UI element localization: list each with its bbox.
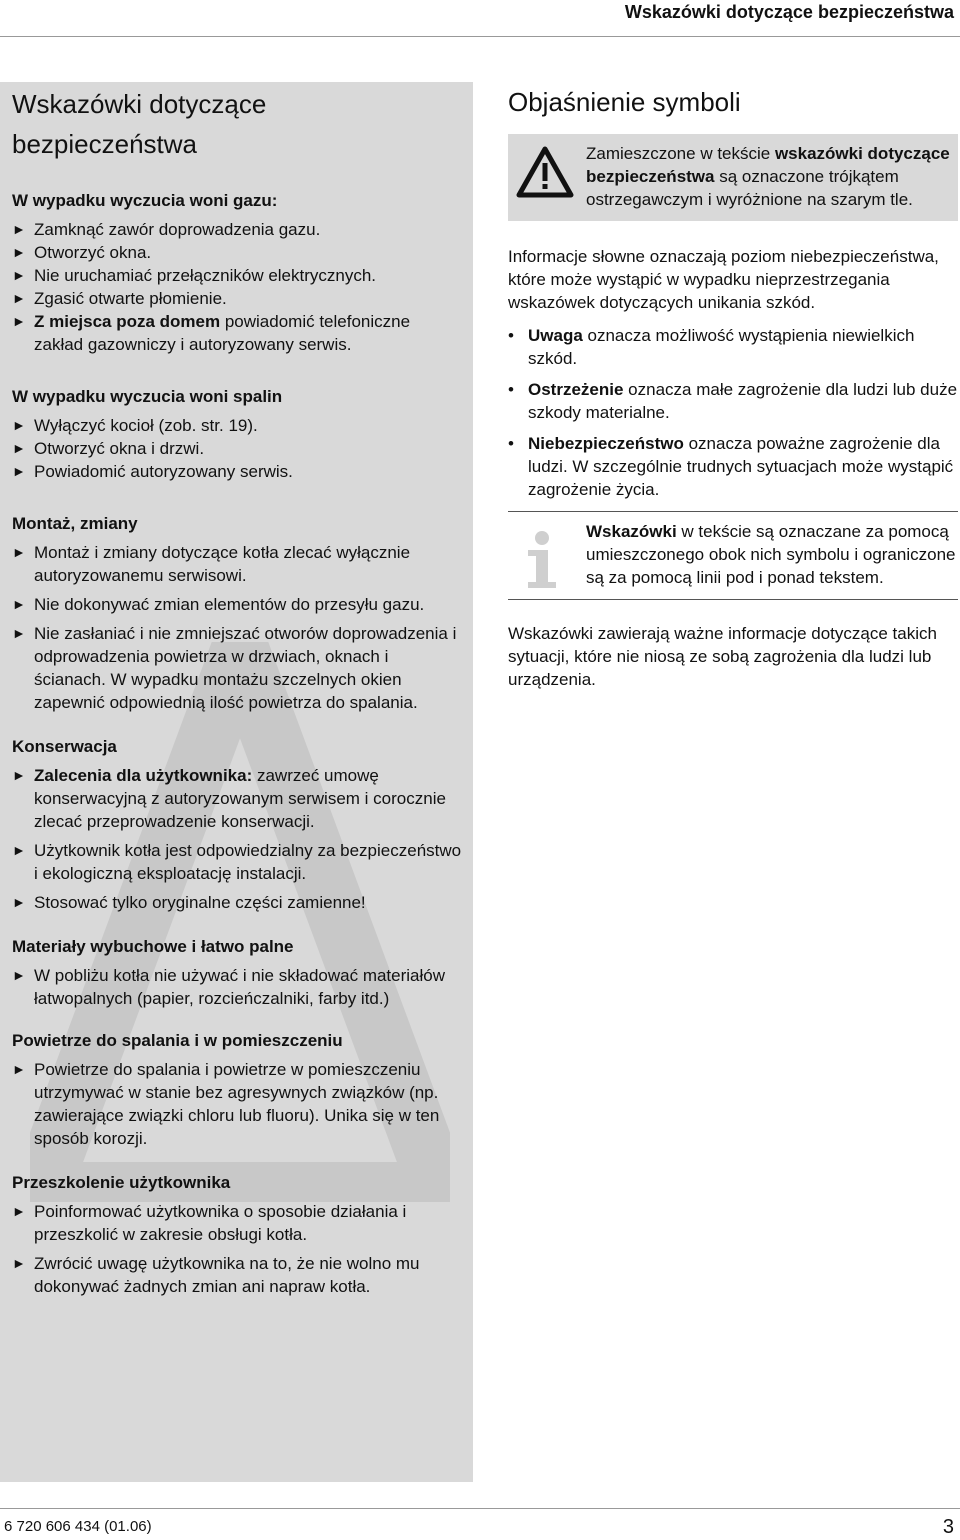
arrow-icon: ► xyxy=(12,967,26,983)
gas-list xyxy=(12,218,462,356)
section-heading-maintenance: Konserwacja xyxy=(12,737,117,756)
warning-note-box: Zamieszczone w tekście wskazówki dotyczące bezpieczeństwa są oznaczone trójkątem ostrzegawczym i wyróżnione na szarym tle. xyxy=(508,134,958,221)
list-item: • Uwaga oznacza możliwość wystąpienia niewielkich szkód. xyxy=(508,326,915,368)
arrow-icon: ► xyxy=(12,1203,26,1219)
list-item: • Niebezpieczeństwo oznacza poważne zagrożenie dla ludzi. W szczególnie trudnych sytuacjach może wystąpić zagrożenie życia. xyxy=(508,434,954,499)
arrow-icon: ► xyxy=(12,221,26,237)
section-heading-exhaust: W wypadku wyczucia woni spalin xyxy=(12,387,283,406)
arrow-icon: ► xyxy=(12,244,26,260)
arrow-icon: ► xyxy=(12,596,26,612)
arrow-icon: ► xyxy=(12,1255,26,1271)
info-i-icon xyxy=(520,530,564,590)
list-item: ► Zalecenia dla użytkownika: zawrzeć umowę konserwacyjną z autoryzowanym serwisem i corocznie zlecać przeprowadzenie konserwacji. xyxy=(12,766,446,831)
bullet-dot-icon: • xyxy=(508,326,514,345)
arrow-icon: ► xyxy=(12,767,26,783)
list-item: • Ostrzeżenie oznacza małe zagrożenie dla ludzi lub duże szkody materialne. xyxy=(508,380,958,422)
list-item: ► Stosować tylko oryginalne części zamienne! xyxy=(12,893,366,912)
list-item: ► Zamknąć zawór doprowadzenia gazu. xyxy=(12,220,321,239)
page-title xyxy=(12,84,462,164)
explosive-list xyxy=(12,964,462,1010)
levels-list xyxy=(508,324,958,501)
arrow-icon: ► xyxy=(12,290,26,306)
list-item: ► Montaż i zmiany dotyczące kotła zlecać wyłącznie autoryzowanemu serwisowi. xyxy=(12,543,411,585)
page-title-line1: Wskazówki dotyczące xyxy=(12,89,267,119)
list-item: ► Otworzyć okna i drzwi. xyxy=(12,439,205,458)
levels-intro: Informacje słowne oznaczają poziom niebezpieczeństwa, które może wystąpić w wypadku nieprzestrzegania wskazówek dotyczących unikania szkód. xyxy=(508,247,939,312)
arrow-icon: ► xyxy=(12,267,26,283)
symbols-title: Objaśnienie symboli xyxy=(508,87,741,117)
document-code: 6 720 606 434 (01.06) xyxy=(4,1518,152,1535)
warning-triangle-icon xyxy=(516,146,574,198)
arrow-icon: ► xyxy=(12,440,26,456)
bullet-dot-icon: • xyxy=(508,434,514,453)
list-item: ► Nie uruchamiać przełączników elektrycznych. xyxy=(12,266,377,285)
bullet-dot-icon: • xyxy=(508,380,514,399)
list-item: ► Wyłączyć kocioł (zob. str. 19). xyxy=(12,416,258,435)
arrow-icon: ► xyxy=(12,544,26,560)
install-list xyxy=(12,541,462,714)
air-list xyxy=(12,1058,462,1150)
list-item: ► Nie dokonywać zmian elementów do przesyłu gazu. xyxy=(12,595,425,614)
exhaust-list xyxy=(12,414,462,483)
list-item: ► Zwrócić uwagę użytkownika na to, że nie wolno mu dokonywać żadnych zmian ani napraw kotła. xyxy=(12,1254,420,1296)
arrow-icon: ► xyxy=(12,313,26,329)
header-rule xyxy=(0,36,960,37)
arrow-icon: ► xyxy=(12,625,26,641)
page-number: 3 xyxy=(942,1516,954,1538)
section-heading-gas: W wypadku wyczucia woni gazu: xyxy=(12,191,278,210)
footer-rule xyxy=(0,1508,960,1509)
list-item: ► Otworzyć okna. xyxy=(12,243,152,262)
arrow-icon: ► xyxy=(12,894,26,910)
running-header: Wskazówki dotyczące bezpieczeństwa xyxy=(624,2,954,22)
arrow-icon: ► xyxy=(12,417,26,433)
list-item: ► W pobliżu kotła nie używać i nie składować materiałów łatwopalnych (papier, rozcieńczalniki, farby itd.) xyxy=(12,966,446,1008)
list-item: ► Użytkownik kotła jest odpowiedzialny za bezpieczeństwo i ekologiczną eksploatację instalacji. xyxy=(12,841,462,883)
list-item: ► Z miejsca poza domem powiadomić telefoniczne zakład gazowniczy i autoryzowany serwis. xyxy=(12,312,411,354)
safety-panel xyxy=(0,82,473,1482)
list-item: ► Zgasić otwarte płomienie. xyxy=(12,289,227,308)
arrow-icon: ► xyxy=(12,842,26,858)
info-note-box: Wskazówki w tekście są oznaczane za pomocą umieszczonego obok nich symbolu i ograniczone są za pomocą linii pod i ponad tekstem. xyxy=(508,511,958,600)
symbols-column xyxy=(508,82,958,691)
list-item: ► Poinformować użytkownika o sposobie działania i przeszkolić w zakresie obsługi kotła. xyxy=(12,1202,407,1244)
page-title-line2: bezpieczeństwa xyxy=(12,129,197,159)
training-list xyxy=(12,1200,462,1298)
list-item: ► Powietrze do spalania i powietrze w pomieszczeniu utrzymywać w stanie bez agresywnych związków (np. zawierające związki chloru lub fluoru). Unika się w ten sposób korozji. xyxy=(12,1060,440,1148)
list-item: ► Powiadomić autoryzowany serwis. xyxy=(12,462,293,481)
maintenance-list xyxy=(12,764,462,914)
section-heading-explosive: Materiały wybuchowe i łatwo palne xyxy=(12,937,294,956)
closing-paragraph: Wskazówki zawierają ważne informacje dotyczące takich sytuacji, które nie niosą ze sobą zagrożenia dla ludzi lub urządzenia. xyxy=(508,624,937,689)
section-heading-training: Przeszkolenie użytkownika xyxy=(12,1173,231,1192)
arrow-icon: ► xyxy=(12,1061,26,1077)
section-heading-install: Montaż, zmiany xyxy=(12,514,138,533)
list-item: ► Nie zasłaniać i nie zmniejszać otworów doprowadzenia i odprowadzenia powietrza w drzwiach, oknach i ścianach. W wypadku montażu szczelnych okien zapewnić odpowiednią ilość powietrza do spalania. xyxy=(12,624,457,712)
section-heading-air: Powietrze do spalania i w pomieszczeniu xyxy=(12,1031,343,1050)
arrow-icon: ► xyxy=(12,463,26,479)
